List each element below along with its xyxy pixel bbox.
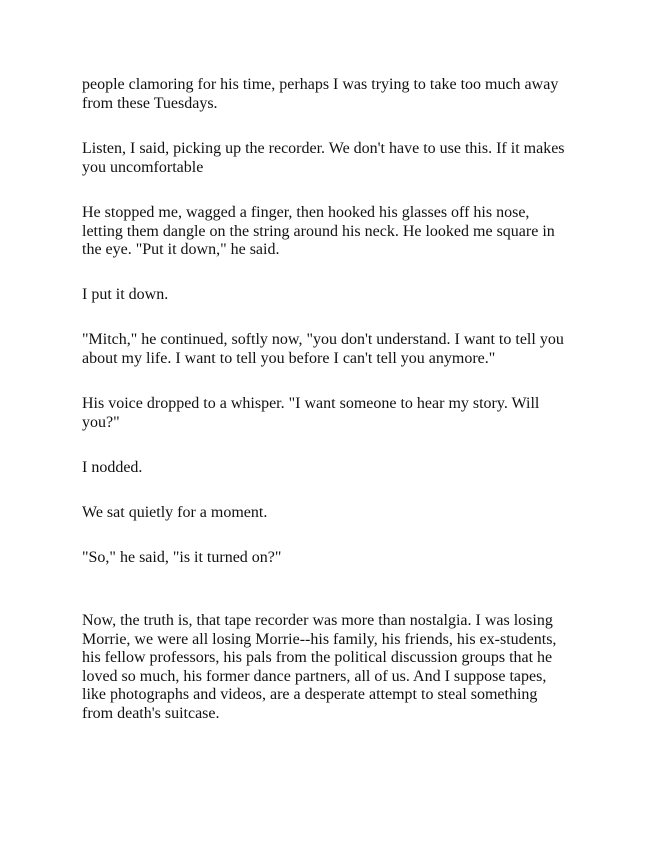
text-line: letting them dangle on the string around his neck. He looked me square in bbox=[82, 222, 555, 240]
paragraph-1 bbox=[82, 76, 582, 113]
paragraph-3 bbox=[82, 204, 582, 260]
text-line: Morrie, we were all losing Morrie--his family, his friends, his ex-students, bbox=[82, 630, 557, 648]
text-line: you?" bbox=[82, 413, 120, 431]
text-line: you uncomfortable bbox=[82, 158, 204, 176]
paragraph-7 bbox=[82, 459, 582, 478]
text-line: His voice dropped to a whisper. "I want someone to hear my story. Will bbox=[82, 395, 540, 412]
paragraph-6 bbox=[82, 395, 582, 432]
text-line: I nodded. bbox=[82, 459, 143, 476]
text-line: like photographs and videos, are a desperate attempt to steal something bbox=[82, 686, 538, 703]
text-line: I put it down. bbox=[82, 286, 169, 303]
text-line: people clamoring for his time, perhaps I was trying to take too much away bbox=[82, 76, 559, 93]
paragraph-4 bbox=[82, 286, 582, 305]
text-line: the eye. "Put it down," he said. bbox=[82, 241, 280, 258]
text-line: He stopped me, wagged a finger, then hooked his glasses off his nose, bbox=[82, 204, 530, 221]
text-line: Listen, I said, picking up the recorder. We don't have to use this. If it makes bbox=[82, 140, 565, 157]
text-line: his fellow professors, his pals from the political discussion groups that he bbox=[82, 649, 553, 666]
paragraph-9 bbox=[82, 549, 582, 568]
text-line: Now, the truth is, that tape recorder was more than nostalgia. I was losing bbox=[82, 612, 553, 629]
paragraph-8 bbox=[82, 504, 582, 523]
paragraph-5 bbox=[82, 331, 582, 368]
text-line: "So," he said, "is it turned on?" bbox=[82, 549, 282, 566]
paragraph-2 bbox=[82, 140, 582, 177]
text-line: We sat quietly for a moment. bbox=[82, 504, 268, 521]
text-line: about my life. I want to tell you before I can't tell you anymore." bbox=[82, 349, 496, 367]
text-line: from death's suitcase. bbox=[82, 704, 220, 722]
text-line: from these Tuesdays. bbox=[82, 94, 218, 112]
paragraph-10 bbox=[82, 612, 582, 723]
text-line: loved so much, his former dance partners, all of us. And I suppose tapes, bbox=[82, 667, 547, 685]
text-line: "Mitch," he continued, softly now, "you don't understand. I want to tell you bbox=[82, 331, 564, 348]
